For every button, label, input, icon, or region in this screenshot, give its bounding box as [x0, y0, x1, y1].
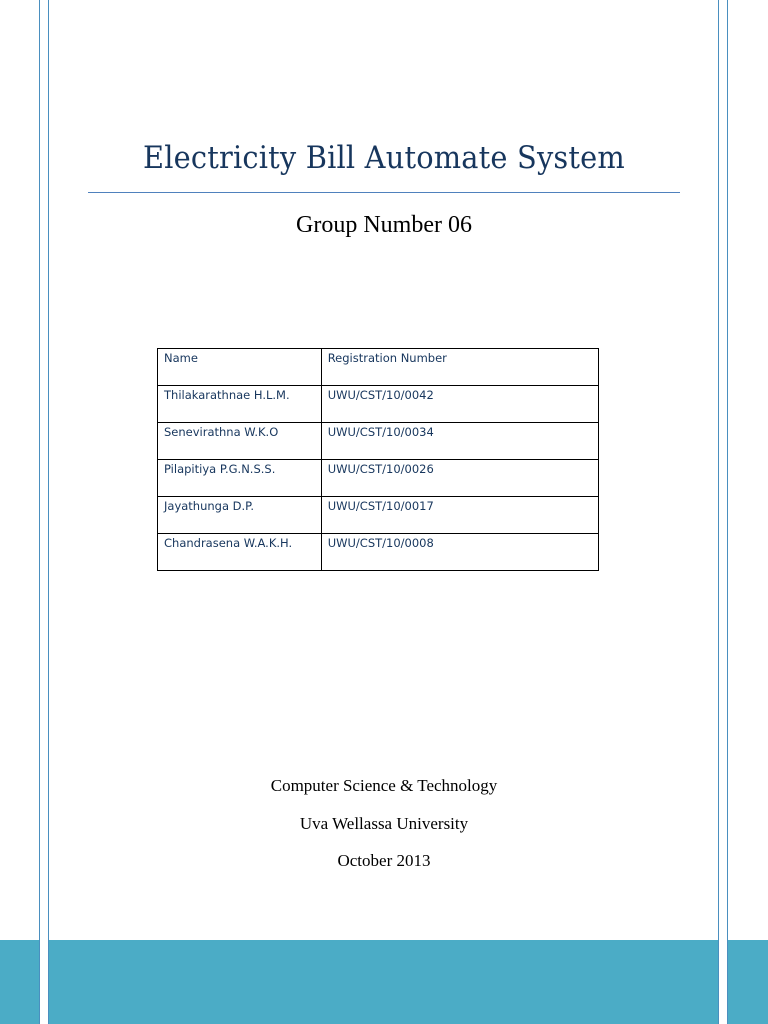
header-name: Name — [158, 349, 322, 386]
member-name: Senevirathna W.K.O — [158, 423, 322, 460]
member-registration: UWU/CST/10/0026 — [321, 460, 598, 497]
member-name: Chandrasena W.A.K.H. — [158, 534, 322, 571]
department-name: Computer Science & Technology — [270, 776, 498, 795]
member-name: Jayathunga D.P. — [158, 497, 322, 534]
table-row — [158, 534, 599, 571]
table-row — [158, 497, 599, 534]
table-row — [158, 423, 599, 460]
member-name: Pilapitiya P.G.N.S.S. — [158, 460, 322, 497]
group-number: Group Number 06 — [296, 212, 472, 238]
member-registration: UWU/CST/10/0008 — [321, 534, 598, 571]
member-registration: UWU/CST/10/0017 — [321, 497, 598, 534]
university-name: Uva Wellassa University — [299, 814, 469, 833]
table-header-row — [158, 349, 599, 386]
header-registration-number: Registration Number — [321, 349, 598, 386]
footer-band-left — [0, 940, 39, 1024]
document-title: Electricity Bill Automate System — [143, 140, 625, 176]
member-registration: UWU/CST/10/0042 — [321, 386, 598, 423]
member-registration: UWU/CST/10/0034 — [321, 423, 598, 460]
table-row — [158, 460, 599, 497]
table-row — [158, 386, 599, 423]
member-name: Thilakarathnae H.L.M. — [158, 386, 322, 423]
title-underline — [88, 192, 680, 193]
submission-date: October 2013 — [337, 851, 431, 870]
footer-band-center — [49, 940, 718, 1024]
footer-band-right — [728, 940, 768, 1024]
members-table — [157, 348, 599, 571]
